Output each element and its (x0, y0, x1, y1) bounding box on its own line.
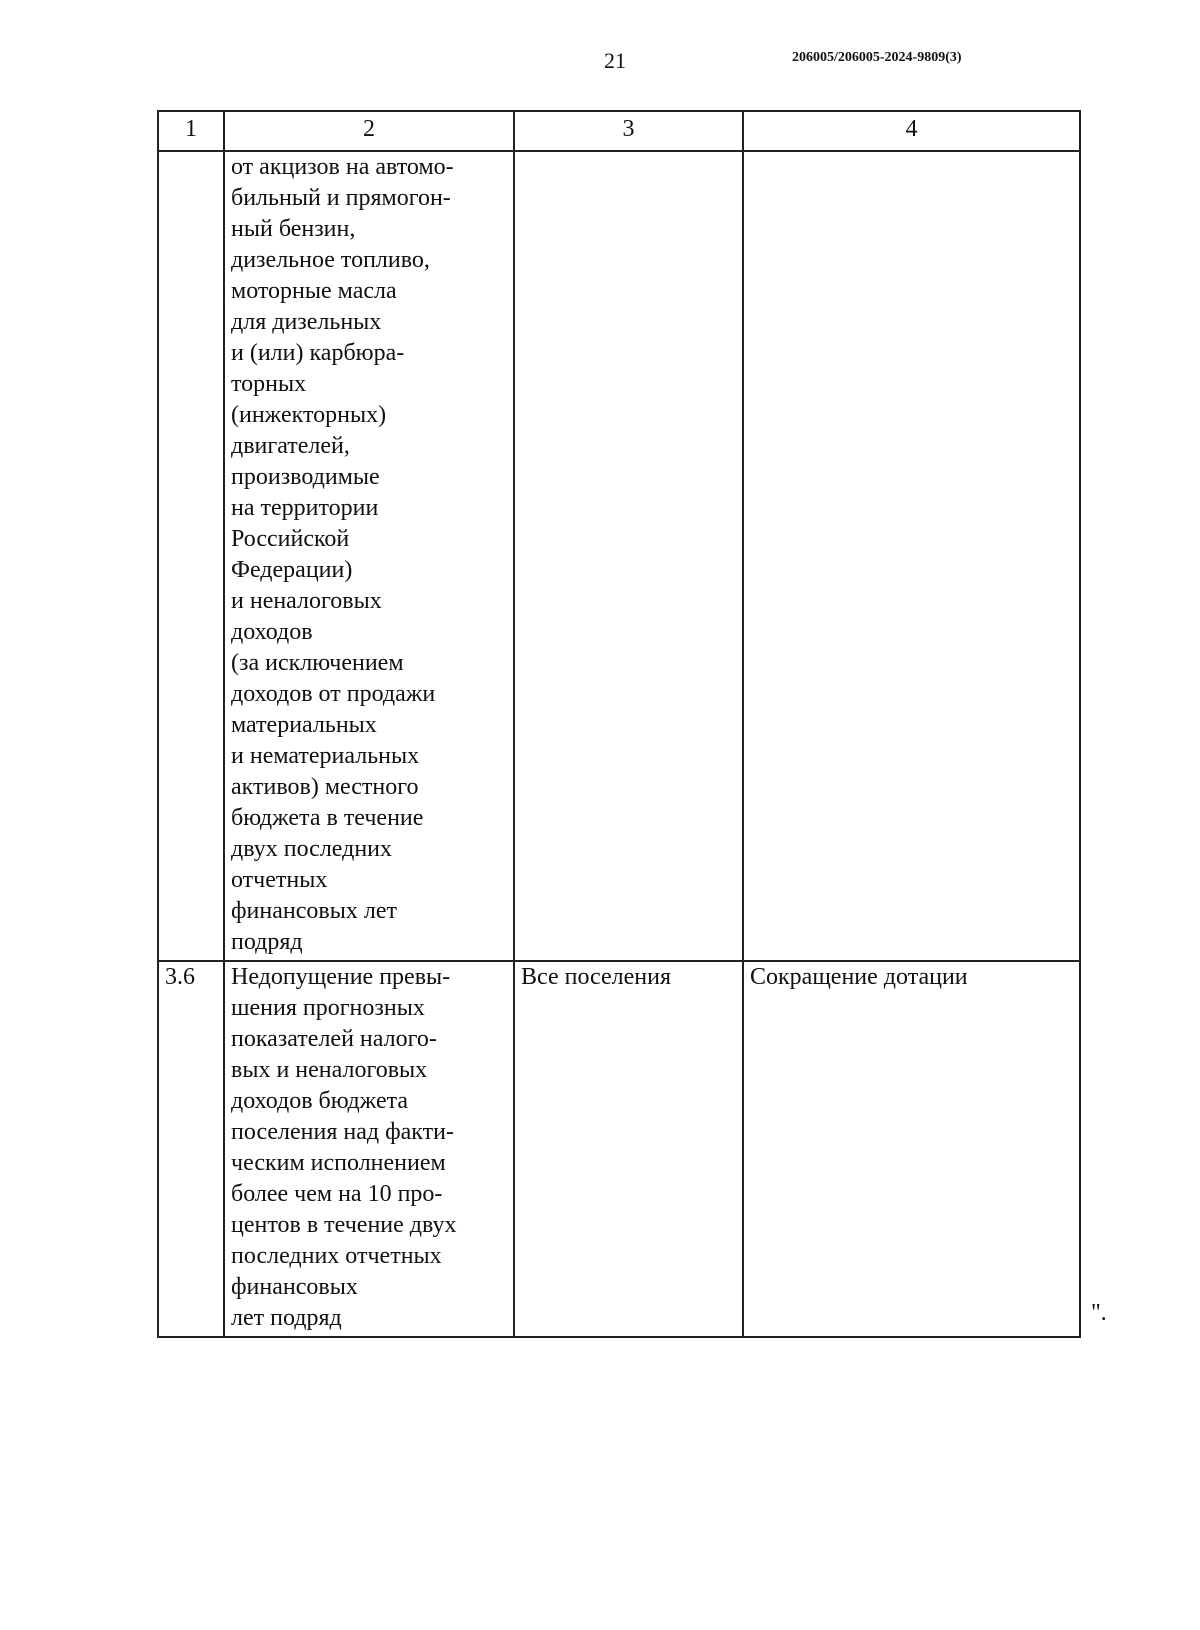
measure-cell (743, 151, 1080, 961)
row-number-cell: 3.6 (158, 961, 224, 1337)
measures-table (157, 110, 1081, 1338)
table-row-3-6 (158, 961, 1080, 1337)
header-cell-1: 1 (158, 111, 224, 151)
page-number: 21 (604, 48, 626, 73)
condition-cell: от акцизов на автомо- бильный и прямогон- ный бензин, дизельное топливо, моторные масла для дизельных и (или) карбюра- торных (инжекторных) двигателей, производимые на территории Российской Федерации) и неналоговых доходов (за исключением доходов от продажи материальных и нематериальных активов) местного бюджета в течение двух последних отчетных финансовых лет подряд (224, 151, 514, 961)
header-cell-2: 2 (224, 111, 514, 151)
header-cell-3: 3 (514, 111, 743, 151)
table-header-row (158, 111, 1080, 151)
table-row-continuation (158, 151, 1080, 961)
scope-cell (514, 151, 743, 961)
header-cell-4: 4 (743, 111, 1080, 151)
document-code: 206005/206005-2024-9809(3) (792, 50, 962, 65)
measure-cell: Сокращение дотации (743, 961, 1080, 1337)
row-number-cell (158, 151, 224, 961)
condition-cell: Недопущение превы- шения прогнозных показателей налого- вых и неналоговых доходов бюджета поселения над факти- ческим исполнением более чем на 10 про- центов в течение двух последних отчетных финансовых лет подряд (224, 961, 514, 1337)
closing-quote-mark: ". (1091, 1300, 1107, 1326)
scope-cell: Все поселения (514, 961, 743, 1337)
